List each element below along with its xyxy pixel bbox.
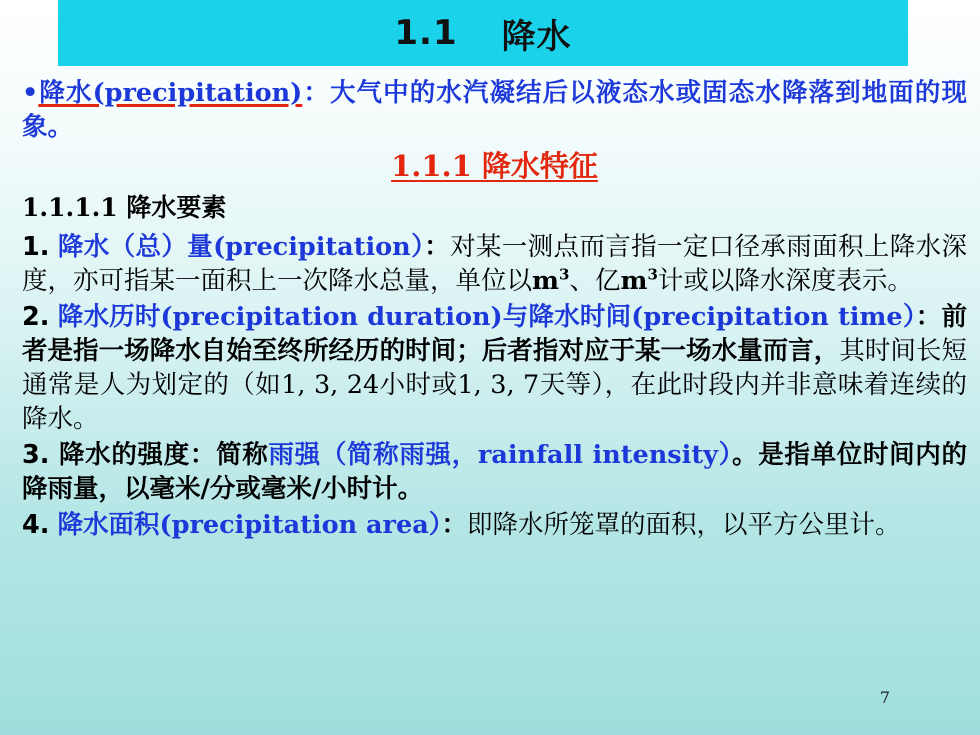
item-1-mid: 、亿 (569, 266, 621, 296)
item-3-number: 3. (22, 440, 50, 470)
bullet: • (22, 78, 39, 108)
page-number: 7 (879, 688, 890, 707)
definition-text: 大气中的水汽凝结后以液态水或固态水降落到地面的现象。 (22, 78, 967, 142)
item-1-unit1: m (532, 266, 559, 296)
item-2-colon: ： (915, 302, 942, 332)
slide-content (22, 76, 967, 542)
item-2-number: 2. (22, 302, 50, 332)
item-2-term: 降水历时(precipitation duration)与降水时间(precipitation time） (57, 302, 916, 332)
item-2-text-normal: 其时间长短通常是人为划定的（如1, 3, 24小时或1, 3, 7天等），在此时段内并非意味着连续的降水。 (22, 336, 967, 434)
item-1-text: 对某一测点而言指一定口径承雨面积上降水深度，亦可指某一面积上一次降水总量，单位以 (22, 232, 967, 296)
item-1 (22, 230, 967, 298)
item-1-tail: 计或以降水深度表示。 (657, 266, 913, 296)
item-4-colon: ： (441, 510, 467, 540)
item-2-text-bold: 前者是指一场降水自始至终所经历的时间；后者指对应于某一场水量而言， (22, 302, 967, 366)
slide-title-bar (58, 0, 908, 66)
item-1-sup1: 3 (559, 265, 570, 284)
item-3 (22, 438, 967, 506)
item-4-text: 即降水所笼罩的面积，以平方公里计。 (467, 510, 901, 540)
definition-term: 降水(precipitation) (38, 78, 303, 108)
definition-colon: ： (302, 78, 330, 108)
definition-paragraph (22, 76, 967, 144)
slide-title-number: 1.1 (394, 13, 458, 53)
item-1-term: 降水（总）量(precipitation） (57, 232, 425, 262)
item-1-sup2: 3 (647, 265, 658, 284)
item-3-term: 雨强（简称雨强，rainfall intensity） (268, 440, 733, 470)
item-1-colon: ： (424, 232, 451, 262)
item-1-number: 1. (22, 232, 50, 262)
item-3-text: 。是指单位时间内的降雨量，以毫米/分或毫米/小时计。 (22, 440, 967, 504)
item-4 (22, 508, 967, 542)
section-heading: 1.1.1 降水特征 (391, 149, 598, 183)
item-2 (22, 300, 967, 436)
slide-title-text: 降水 (501, 16, 572, 57)
item-1-unit2: m (620, 266, 648, 296)
item-4-number: 4. (22, 510, 50, 540)
section-subheading: 1.1.1.1 降水要素 (22, 193, 227, 222)
item-3-lead: 降水的强度：简称 (59, 440, 269, 470)
item-4-term: 降水面积(precipitation area） (57, 510, 442, 540)
